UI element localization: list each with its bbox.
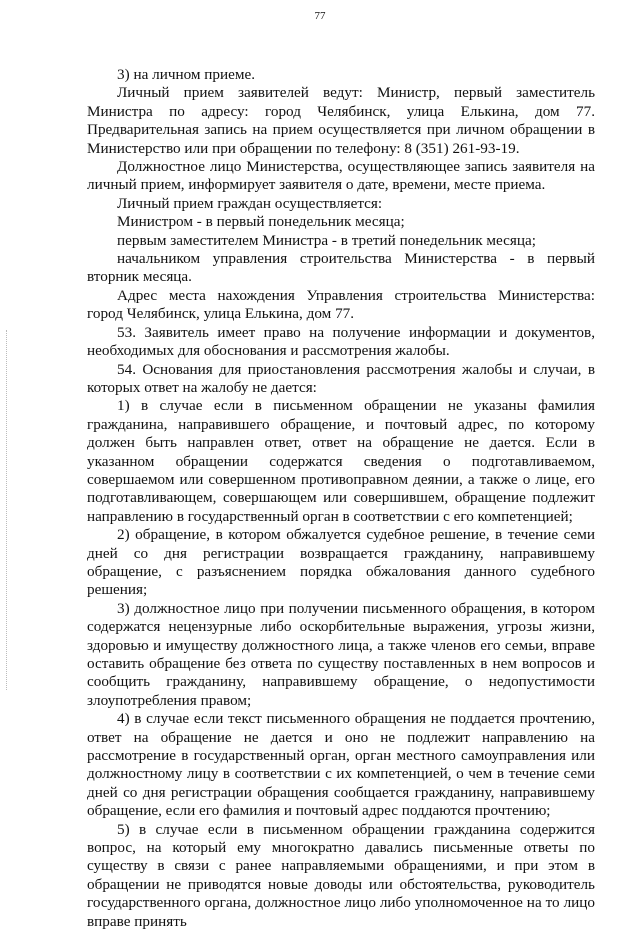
paragraph-reception-schedule-intro: Личный прием граждан осуществляется: bbox=[117, 194, 383, 212]
page-number: 77 bbox=[314, 10, 326, 22]
paragraph-54-2: 2) обращение, в котором обжалуется судебное решение, в течение семи дней со дня регистрации возвращается гражданину, направившему обращение, с разъяснением порядка обжалования данного судебного решения; bbox=[87, 526, 595, 599]
paragraph-54-5: 5) в случае если в письменном обращении гражданина содержится вопрос, на который ему многократно давались письменные ответы по существу в связи с ранее направляемыми обращениями, и при этом в обращении не приводятся новые доводы или обстоятельства, руководитель государственного органа, должностное лицо либо уполномоченное на то лицо вправе принять bbox=[87, 820, 595, 930]
paragraph-53: 53. Заявитель имеет право на получение информации и документов, необходимых для обоснования и рассмотрения жалобы. bbox=[87, 323, 595, 360]
scan-margin-marks bbox=[6, 330, 8, 690]
paragraph-official-informs: Должностное лицо Министерства, осуществляющее запись заявителя на личный прием, информирует заявителя о дате, времени, месте приема. bbox=[87, 158, 595, 194]
paragraph-54-4: 4) в случае если текст письменного обращения не поддается прочтению, ответ на обращение не дается и оно не подлежит направлению на рассмотрение в государственный орган, орган местного самоуправления или должностному лицу в соответствии с их компетенцией, о чем в течение семи дней со дня регистрации обращения сообщается гражданину, направившему обращение, если его фамилия и почтовый адрес поддаются прочтению; bbox=[87, 710, 595, 820]
paragraph-personal-reception: 3) на личном приеме. bbox=[117, 66, 256, 83]
paragraph-54: 54. Основания для приостановления рассмотрения жалобы и случаи, в которых ответ на жалобу не дается: bbox=[87, 360, 595, 396]
paragraph-minister-schedule: Министром - в первый понедельник месяца; bbox=[117, 213, 405, 231]
paragraph-54-1: 1) в случае если в письменном обращении не указаны фамилия гражданина, направившего обращение, и почтовый адрес, по которому должен быть направлен ответ, ответ на обращение не дается. Если в указанном обращении содержатся сведения о подготавливаемом, совершаемом или совершенном противоправном деянии, а также о лице, его подготавливающем, совершающем или совершившем, обращение подлежит направлению в государственный орган в соответствии с его компетенцией; bbox=[87, 397, 595, 525]
paragraph-54-3: 3) должностное лицо при получении письменного обращения, в котором содержатся нецензурные либо оскорбительные выражения, угрозы жизни, здоровью и имуществу должностного лица, а также членов его семьи, вправе оставить обращение без ответа по существу поставленных в нем вопросов и сообщить гражданину, направившему обращение, о недопустимости злоупотребления правом; bbox=[87, 599, 595, 709]
paragraph-head-schedule: начальником управления строительства Министерства - в первый вторник месяца. bbox=[87, 250, 595, 286]
document-body bbox=[87, 66, 595, 931]
paragraph-reception-leaders: Личный прием заявителей ведут: Министр, первый заместитель Министра по адресу: город Челябинск, улица Елькина, дом 77. Предварительная запись на прием осуществляется при личном обращении в Министерство или при обращении по телефону: 8 (351) 261-93-19. bbox=[87, 84, 595, 157]
paragraph-office-address: Адрес места нахождения Управления строительства Министерства: город Челябинск, улица Елькина, дом 77. bbox=[87, 286, 595, 323]
paragraph-deputy-schedule: первым заместителем Министра - в третий понедельник месяца; bbox=[117, 231, 536, 249]
